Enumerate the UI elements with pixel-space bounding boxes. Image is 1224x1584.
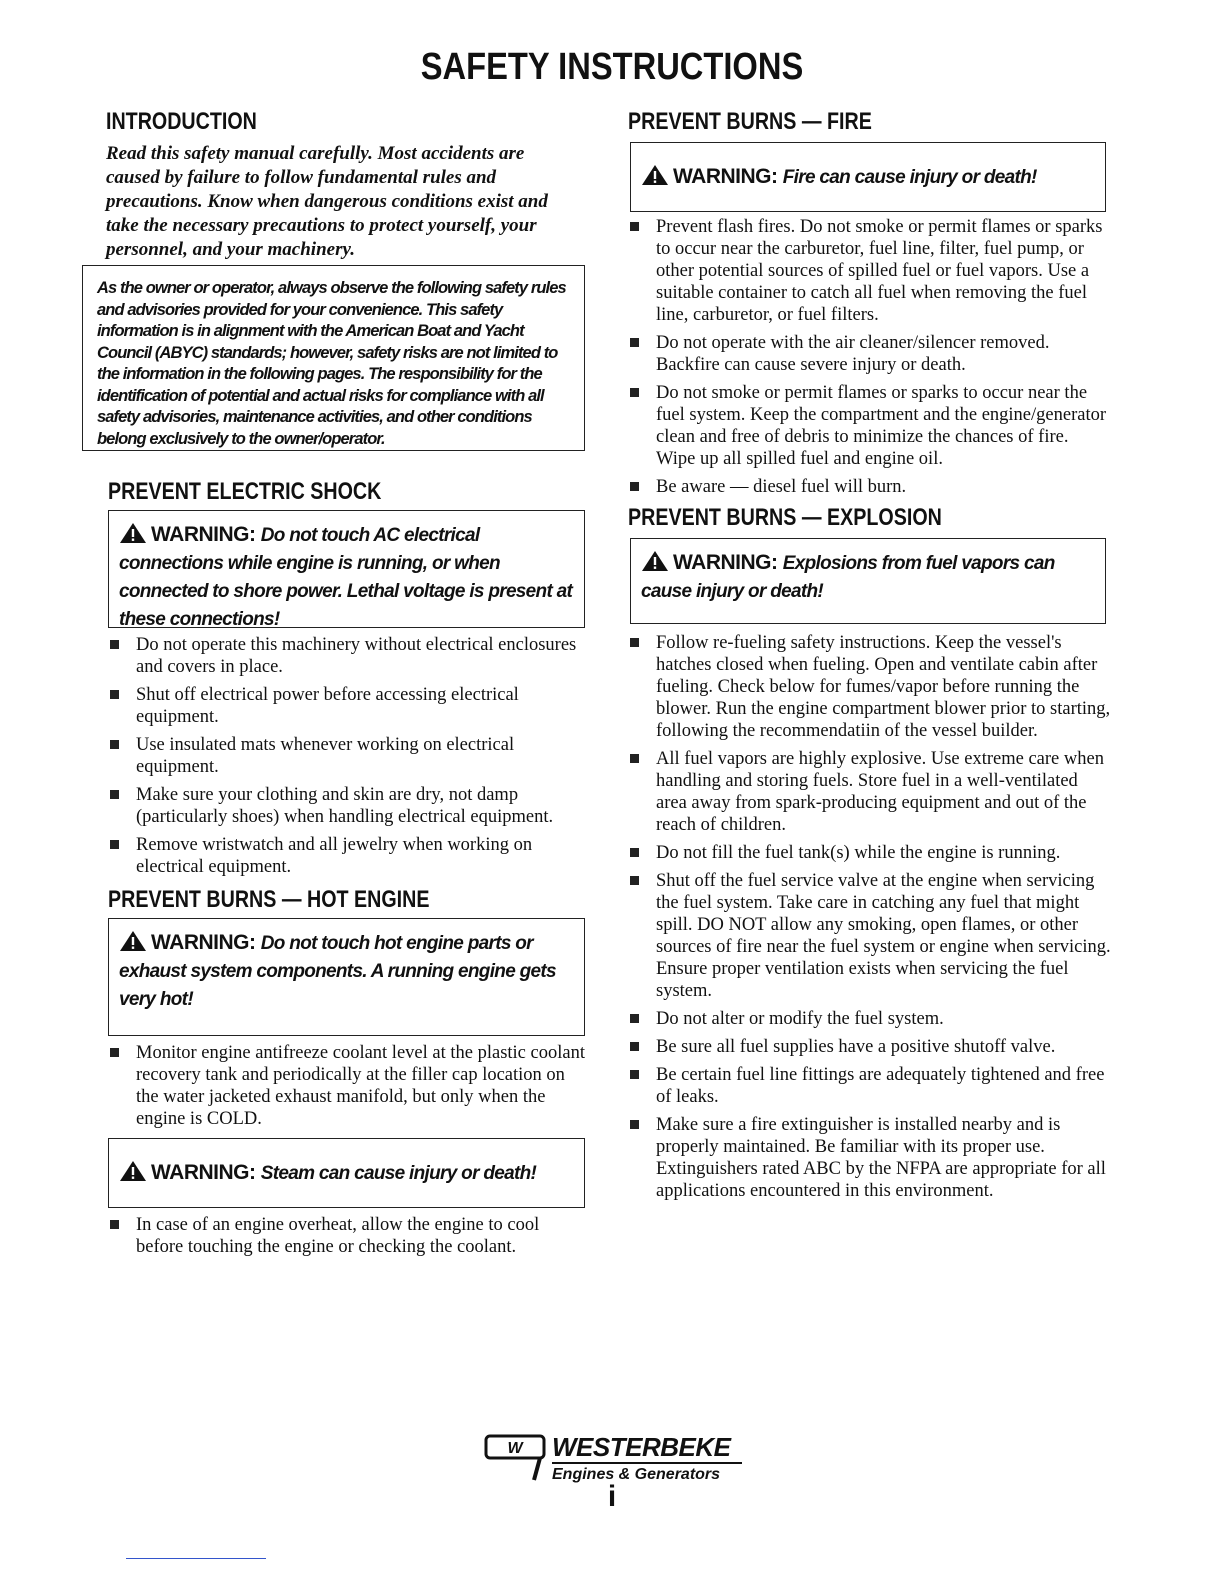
steam-list [106, 1214, 586, 1264]
warning-triangle-icon [641, 164, 669, 186]
list-item: Prevent flash fires. Do not smoke or permit flames or sparks to occur near the carburetor, fuel line, filter, fuel pump, or other potential sources of spilled fuel or fuel vapors. Use a suitable container to catch all fuel when removing the fuel line, carburetor, or fuel filters. [626, 216, 1112, 326]
owner-responsibility-text: As the owner or operator, always observe the following safety rules and advisories provided for your convenience. This safety information is in alignment with the American Boat and Yacht Council (ABYC) standards; however, safety risks are not limited to the information in the following pages. The responsibility for the identification of potential and actual risks for compliance with all safety advisories, maintenance activities, and other conditions belong exclusively to the owner/operator. [97, 279, 566, 448]
bullet-square-icon [630, 754, 639, 763]
warning-message: Do not touch hot engine parts or exhaust system components. A running engine gets very hot! [119, 933, 556, 1010]
warning-label: WARNING: [673, 551, 778, 574]
list-item: Use insulated mats whenever working on electrical equipment. [106, 734, 586, 778]
bullet-square-icon [110, 640, 119, 649]
bullet-square-icon [630, 638, 639, 647]
fire-list [626, 216, 1112, 504]
list-item: All fuel vapors are highly explosive. Use extreme care when handling and storing fuels. Store fuel in a well-ventilated area away from spark-producing equipment and out of the reach of children. [626, 748, 1112, 836]
warning-message: Do not touch AC electrical connections while engine is running, or when connected to shore power. Lethal voltage is present at these connections! [119, 525, 573, 630]
bullet-square-icon [110, 790, 119, 799]
explosion-heading: PREVENT BURNS — EXPLOSION [628, 504, 942, 531]
list-item: Do not alter or modify the fuel system. [626, 1008, 1112, 1030]
explosion-warning [630, 538, 1106, 624]
list-item: Be certain fuel line fittings are adequately tightened and free of leaks. [626, 1064, 1112, 1108]
steam-warning [108, 1138, 585, 1208]
warning-label: WARNING: [151, 931, 256, 954]
warning-label: WARNING: [151, 1161, 256, 1184]
list-item: Shut off the fuel service valve at the engine when servicing the fuel system. Take care in catching any fuel that might spill. DO NOT allow any smoking, open flames, or other sources of fire near the fuel system or engine when servicing. Ensure proper ventilation exists when servicing the fuel system. [626, 870, 1112, 1002]
page-title: SAFETY INSTRUCTIONS [420, 46, 804, 88]
brand-underline [552, 1462, 742, 1464]
bullet-square-icon [630, 482, 639, 491]
bullet-square-icon [110, 1048, 119, 1057]
explosion-list [626, 632, 1112, 1208]
list-item: Follow re-fueling safety instructions. Keep the vessel's hatches closed when fueling. Open and ventilate cabin after fueling. Check below for fumes/vapor before running the blower. Run the engine compartment blower prior to starting, following the recommendatiin of the vessel builder. [626, 632, 1112, 742]
list-item: Monitor engine antifreeze coolant level at the plastic coolant recovery tank and periodically at the filler cap location on the water jacketed exhaust manifold, but only when the engine is COLD. [106, 1042, 586, 1130]
bullet-square-icon [110, 840, 119, 849]
warning-triangle-icon [641, 550, 669, 572]
page-number: i [607, 1480, 617, 1513]
list-item: Do not smoke or permit flames or sparks to occur near the fuel system. Keep the compartment and the engine/generator clean and free of debris to minimize the chances of fire. Wipe up all spilled fuel and engine oil. [626, 382, 1112, 470]
bullet-square-icon [110, 690, 119, 699]
bullet-square-icon [630, 1042, 639, 1051]
list-item: Remove wristwatch and all jewelry when working on electrical equipment. [106, 834, 586, 878]
brand-name: WESTERBEKE [552, 1432, 731, 1462]
warning-message: Fire can cause injury or death! [782, 167, 1037, 188]
hot-engine-warning [108, 918, 585, 1036]
electric-shock-heading: PREVENT ELECTRIC SHOCK [108, 478, 382, 505]
hot-engine-heading: PREVENT BURNS — HOT ENGINE [108, 886, 430, 913]
bullet-square-icon [110, 1220, 119, 1229]
list-item: Make sure your clothing and skin are dry, not damp (particularly shoes) when handling electrical equipment. [106, 784, 586, 828]
bullet-square-icon [630, 338, 639, 347]
bullet-square-icon [630, 388, 639, 397]
owner-responsibility-box [82, 265, 585, 451]
introduction-text: Read this safety manual carefully. Most accidents are caused by failure to follow fundamental rules and precautions. Know when dangerous conditions exist and take the necessary precautions to protect yourself, your personnel, and your machinery. [106, 143, 548, 260]
electric-shock-warning [108, 510, 585, 628]
electric-shock-list [106, 634, 586, 884]
warning-triangle-icon [119, 522, 147, 544]
warning-label: WARNING: [151, 523, 256, 546]
list-item: Shut off electrical power before accessing electrical equipment. [106, 684, 586, 728]
bullet-square-icon [630, 1014, 639, 1023]
bullet-square-icon [630, 1120, 639, 1129]
warning-triangle-icon [119, 1160, 147, 1182]
list-item: Be sure all fuel supplies have a positive shutoff valve. [626, 1036, 1112, 1058]
fire-warning [630, 142, 1106, 212]
bullet-square-icon [630, 1070, 639, 1079]
warning-triangle-icon [119, 930, 147, 952]
bullet-square-icon [630, 848, 639, 857]
introduction-heading: INTRODUCTION [106, 108, 257, 135]
warning-label: WARNING: [673, 165, 778, 188]
bullet-square-icon [630, 876, 639, 885]
brand-tagline: Engines & Generators [552, 1466, 721, 1483]
list-item: Be aware — diesel fuel will burn. [626, 476, 1112, 498]
bullet-square-icon [110, 740, 119, 749]
warning-message: Explosions from fuel vapors can cause injury or death! [641, 553, 1055, 602]
hot-engine-list [106, 1042, 586, 1136]
svg-text:W: W [507, 1440, 523, 1457]
list-item: Do not fill the fuel tank(s) while the engine is running. [626, 842, 1112, 864]
warning-message: Steam can cause injury or death! [260, 1163, 537, 1184]
bullet-square-icon [630, 222, 639, 231]
westerbeke-logo-icon [484, 1434, 548, 1482]
list-item: In case of an engine overheat, allow the engine to cool before touching the engine or checking the coolant. [106, 1214, 586, 1258]
list-item: Do not operate this machinery without electrical enclosures and covers in place. [106, 634, 586, 678]
footer-rule [126, 1558, 266, 1559]
list-item: Make sure a fire extinguisher is installed nearby and is properly maintained. Be familiar with its proper use. Extinguishers rated ABC by the NFPA are appropriate for all applications encountered in this environment. [626, 1114, 1112, 1202]
fire-heading: PREVENT BURNS — FIRE [628, 108, 872, 135]
list-item: Do not operate with the air cleaner/silencer removed. Backfire can cause severe injury or death. [626, 332, 1112, 376]
